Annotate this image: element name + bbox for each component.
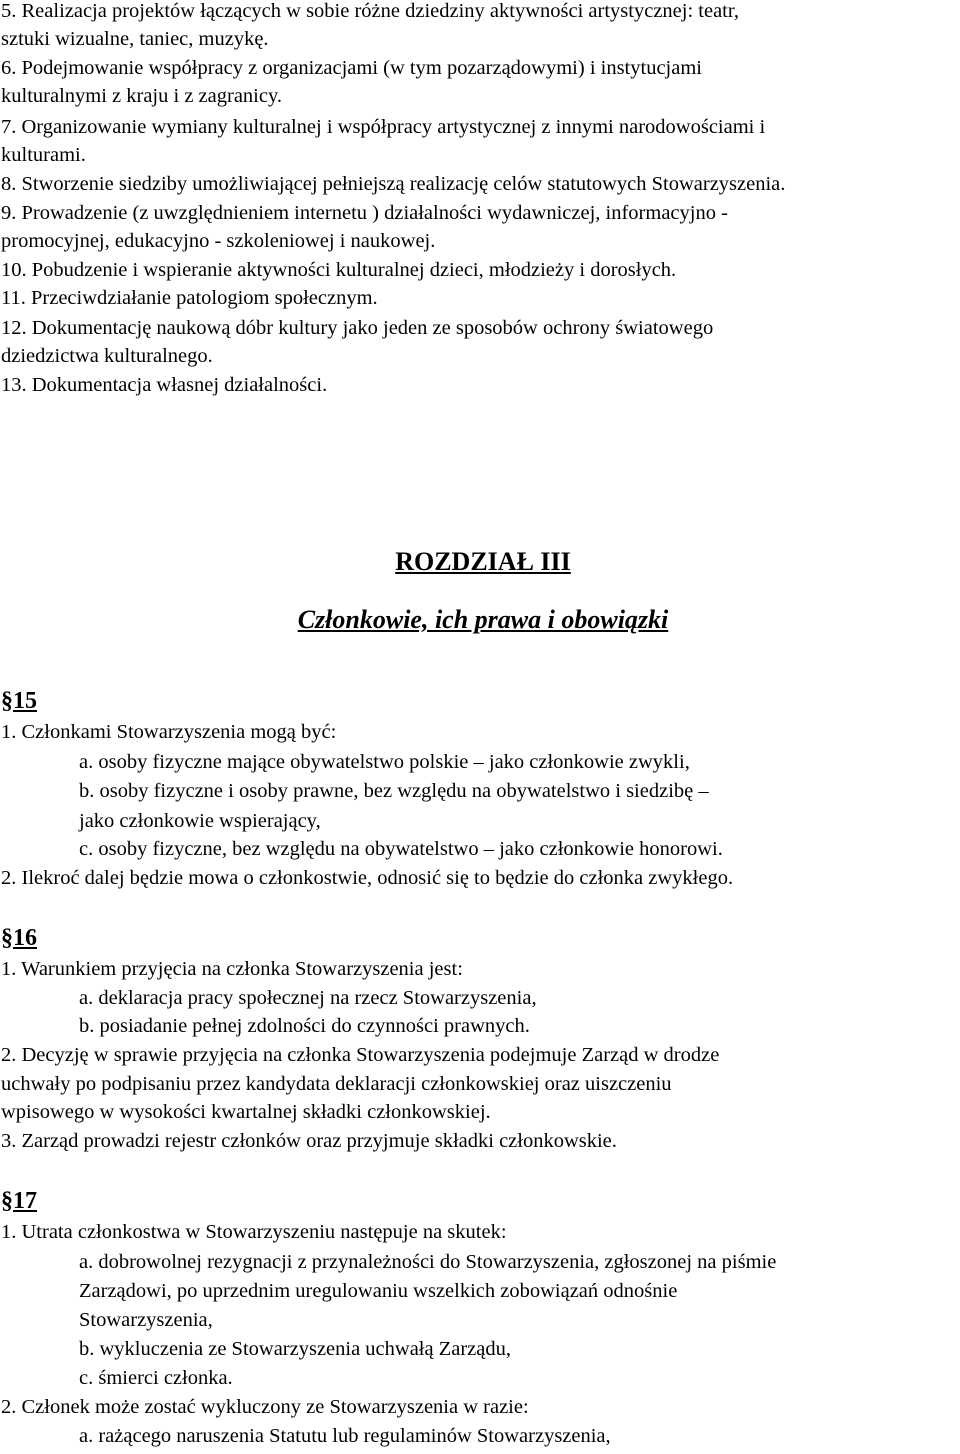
section-sign: § [1,688,13,714]
section-heading-16 [1,923,37,953]
list-line: 9. Prowadzenie (z uwzględnieniem internetu ) działalności wydawniczej, informacyjno - [1,202,728,224]
list-line: 12. Dokumentację naukową dóbr kultury jako jeden ze sposobów ochrony światowego [1,317,714,339]
section-line: 2. Ilekroć dalej będzie mowa o członkostwie, odnosić się to będzie do członka zwykłego. [1,867,734,889]
section-line: Zarządowi, po uprzednim uregulowaniu wszelkich zobowiązań odnośnie [79,1280,678,1302]
list-line: promocyjnej, edukacyjno - szkoleniowej i naukowej. [1,230,436,252]
list-line: 6. Podejmowanie współpracy z organizacjami (w tym pozarządowymi) i instytucjami [1,57,702,79]
section-number: 17 [13,1188,37,1214]
list-line: 8. Stworzenie siedziby umożliwiającej pełniejszą realizację celów statutowych Stowarzyszenia. [1,173,786,195]
section-sign: § [1,925,13,951]
section-line: 2. Członek może zostać wykluczony ze Stowarzyszenia w razie: [1,1396,529,1418]
list-line: 10. Pobudzenie i wspieranie aktywności kulturalnej dzieci, młodzieży i dorosłych. [1,259,677,281]
chapter-subtitle: Członkowie, ich prawa i obowiązki [297,605,669,634]
section-line: jako członkowie wspierający, [79,810,321,832]
chapter-title: ROZDZIAŁ III [395,547,571,576]
section-sign: § [1,1188,13,1214]
section-line: Stowarzyszenia, [79,1309,213,1331]
section-line: uchwały po podpisaniu przez kandydata deklaracji członkowskiej oraz uiszczeniu [1,1073,672,1095]
section-line: b. wykluczenia ze Stowarzyszenia uchwałą Zarządu, [79,1338,512,1360]
list-line: 13. Dokumentacja własnej działalności. [1,374,328,396]
list-line: kulturalnymi z kraju i z zagranicy. [1,85,283,107]
list-line: dziedzictwa kulturalnego. [1,345,213,367]
section-number: 15 [13,688,37,714]
list-line: 11. Przeciwdziałanie patologiom społecznym. [1,287,378,309]
section-line: 3. Zarząd prowadzi rejestr członków oraz przyjmuje składki członkowskie. [1,1130,617,1152]
list-line: 7. Organizowanie wymiany kulturalnej i współpracy artystycznej z innymi narodowościami i [1,116,766,138]
list-line: sztuki wizualne, taniec, muzykę. [1,28,269,50]
list-line: 5. Realizacja projektów łączących w sobie różne dziedziny aktywności artystycznej: teatr, [1,0,739,22]
section-heading-17 [1,1186,37,1216]
section-line: 1. Warunkiem przyjęcia na członka Stowarzyszenia jest: [1,958,463,980]
section-line: a. rażącego naruszenia Statutu lub regulaminów Stowarzyszenia, [79,1425,611,1447]
list-line: kulturami. [1,144,86,166]
section-line: a. osoby fizyczne mające obywatelstwo polskie – jako członkowie zwykli, [79,751,690,773]
section-line: 1. Utrata członkostwa w Stowarzyszeniu następuje na skutek: [1,1221,507,1243]
section-line: c. osoby fizyczne, bez względu na obywatelstwo – jako członkowie honorowi. [79,838,723,860]
section-line: wpisowego w wysokości kwartalnej składki członkowskiej. [1,1101,491,1123]
section-line: c. śmierci członka. [79,1367,233,1389]
section-line: a. deklaracja pracy społecznej na rzecz Stowarzyszenia, [79,987,537,1009]
section-line: 2. Decyzję w sprawie przyjęcia na członka Stowarzyszenia podejmuje Zarząd w drodze [1,1044,720,1066]
section-line: 1. Członkami Stowarzyszenia mogą być: [1,721,337,743]
section-line: b. osoby fizyczne i osoby prawne, bez względu na obywatelstwo i siedzibę – [79,780,709,802]
section-heading-15 [1,686,37,716]
section-line: a. dobrowolnej rezygnacji z przynależności do Stowarzyszenia, zgłoszonej na piśmie [79,1251,777,1273]
section-line: b. posiadanie pełnej zdolności do czynności prawnych. [79,1015,530,1037]
section-number: 16 [13,925,37,951]
